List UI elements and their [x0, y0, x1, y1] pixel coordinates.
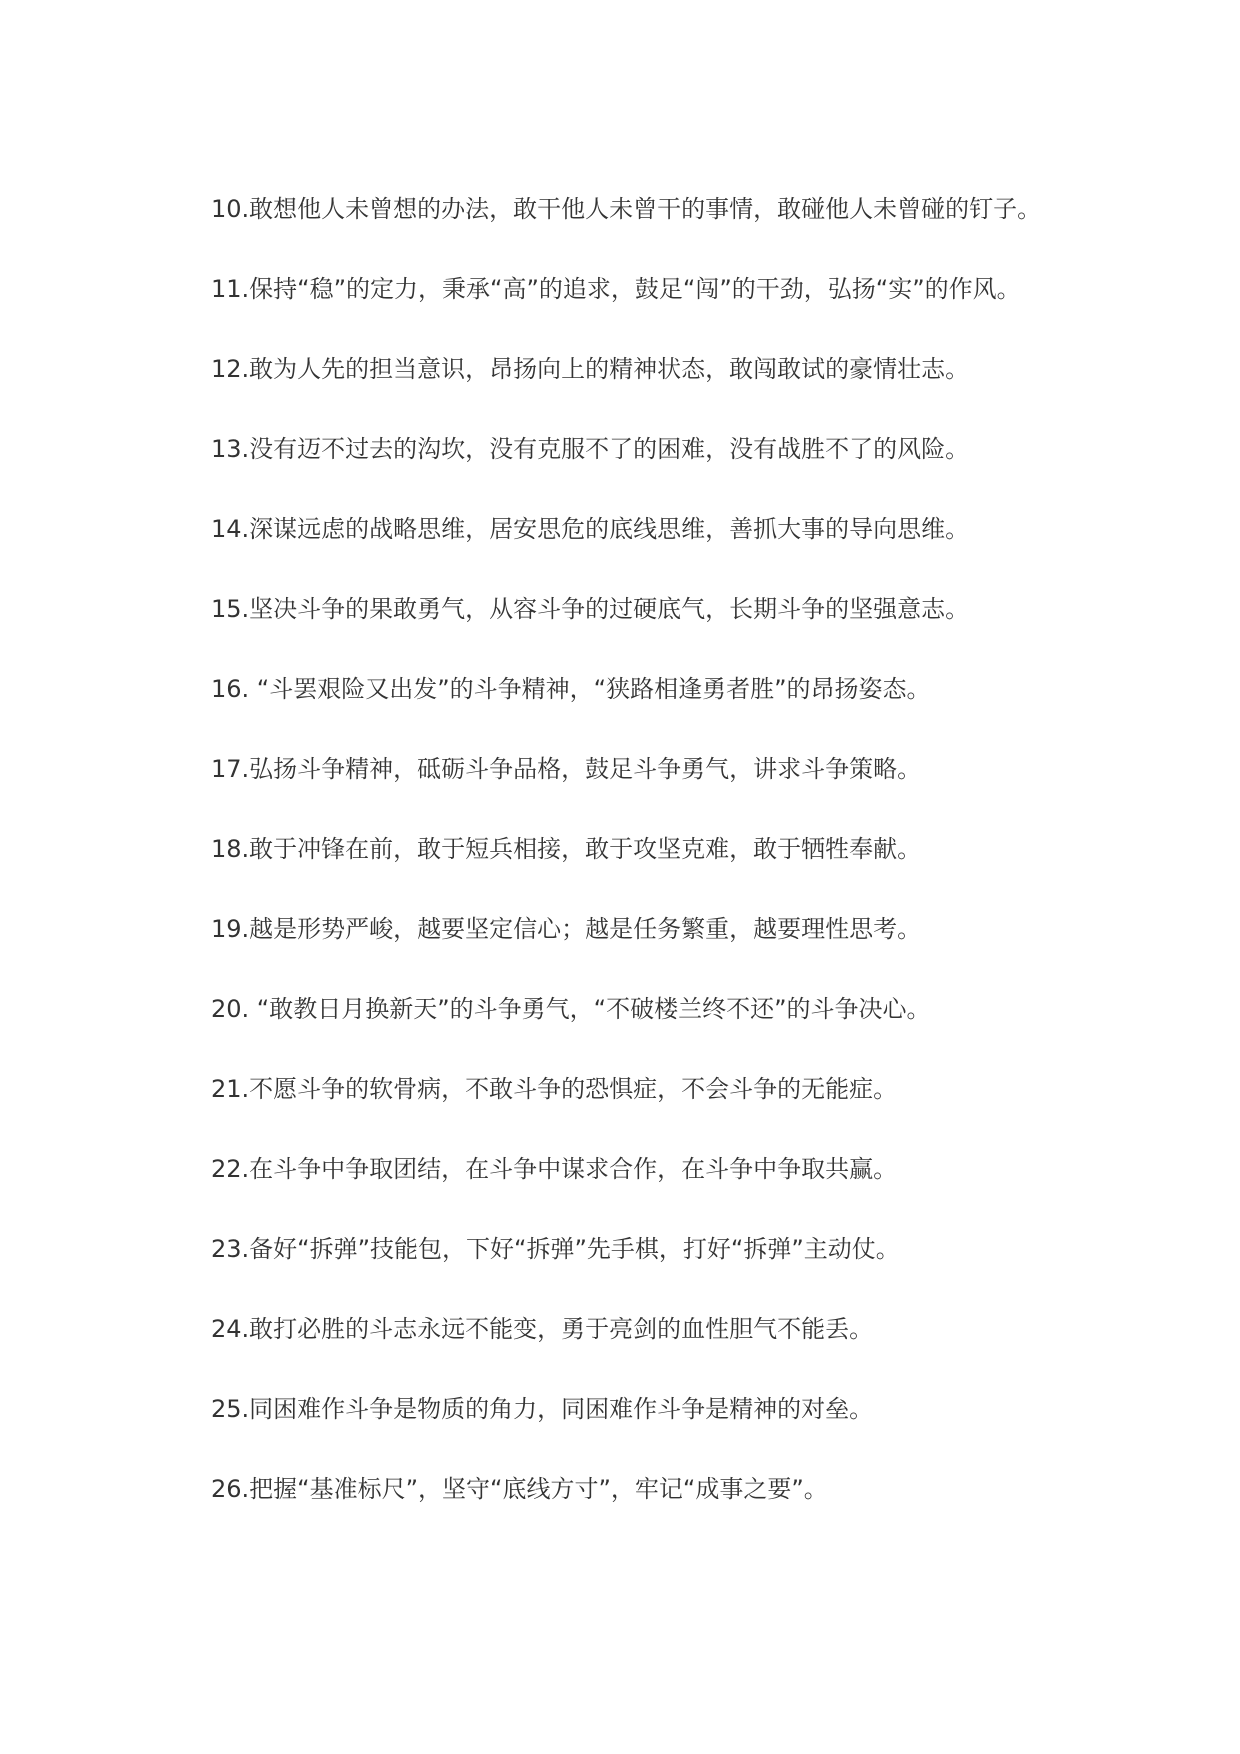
paragraph-19: 19.越是形势严峻，越要坚定信心；越是任务繁重，越要理性思考。: [211, 915, 922, 943]
paragraph-15: 15.坚决斗争的果敢勇气，从容斗争的过硬底气，长期斗争的坚强意志。: [211, 595, 970, 623]
paragraph-20: 20. “敢教日月换新天”的斗争勇气，“不破楼兰终不还”的斗争决心。: [211, 995, 931, 1023]
document-body: [160, 175, 1100, 1535]
paragraph-12: 12.敢为人先的担当意识，昂扬向上的精神状态，敢闯敢试的豪情壮志。: [211, 355, 970, 383]
paragraph-25: 25.同困难作斗争是物质的角力，同困难作斗争是精神的对垒。: [211, 1395, 874, 1423]
paragraph-21: 21.不愿斗争的软骨病，不敢斗争的恐惧症，不会斗争的无能症。: [211, 1075, 898, 1103]
paragraph-16: 16. “斗罢艰险又出发”的斗争精神，“狭路相逢勇者胜”的昂扬姿态。: [211, 675, 931, 703]
paragraph-23: 23.备好“拆弹”技能包，下好“拆弹”先手棋，打好“拆弹”主动仗。: [211, 1235, 900, 1263]
paragraph-10: 10.敢想他人未曾想的办法，敢干他人未曾干的事情，敢碰他人未曾碰的钉子。: [211, 195, 1042, 223]
paragraph-26: 26.把握“基准标尺”，坚守“底线方寸”，牢记“成事之要”。: [211, 1475, 828, 1503]
paragraph-13: 13.没有迈不过去的沟坎，没有克服不了的困难，没有战胜不了的风险。: [211, 435, 970, 463]
paragraph-11: 11.保持“稳”的定力，秉承“高”的追求，鼓足“闯”的干劲，弘扬“实”的作风。: [211, 275, 1021, 303]
paragraph-18: 18.敢于冲锋在前，敢于短兵相接，敢于攻坚克难，敢于牺牲奉献。: [211, 835, 922, 863]
paragraph-17: 17.弘扬斗争精神，砥砺斗争品格，鼓足斗争勇气，讲求斗争策略。: [211, 755, 922, 783]
paragraph-24: 24.敢打必胜的斗志永远不能变，勇于亮剑的血性胆气不能丢。: [211, 1315, 874, 1343]
paragraph-14: 14.深谋远虑的战略思维，居安思危的底线思维，善抓大事的导向思维。: [211, 515, 970, 543]
paragraph-22: 22.在斗争中争取团结，在斗争中谋求合作，在斗争中争取共赢。: [211, 1155, 898, 1183]
